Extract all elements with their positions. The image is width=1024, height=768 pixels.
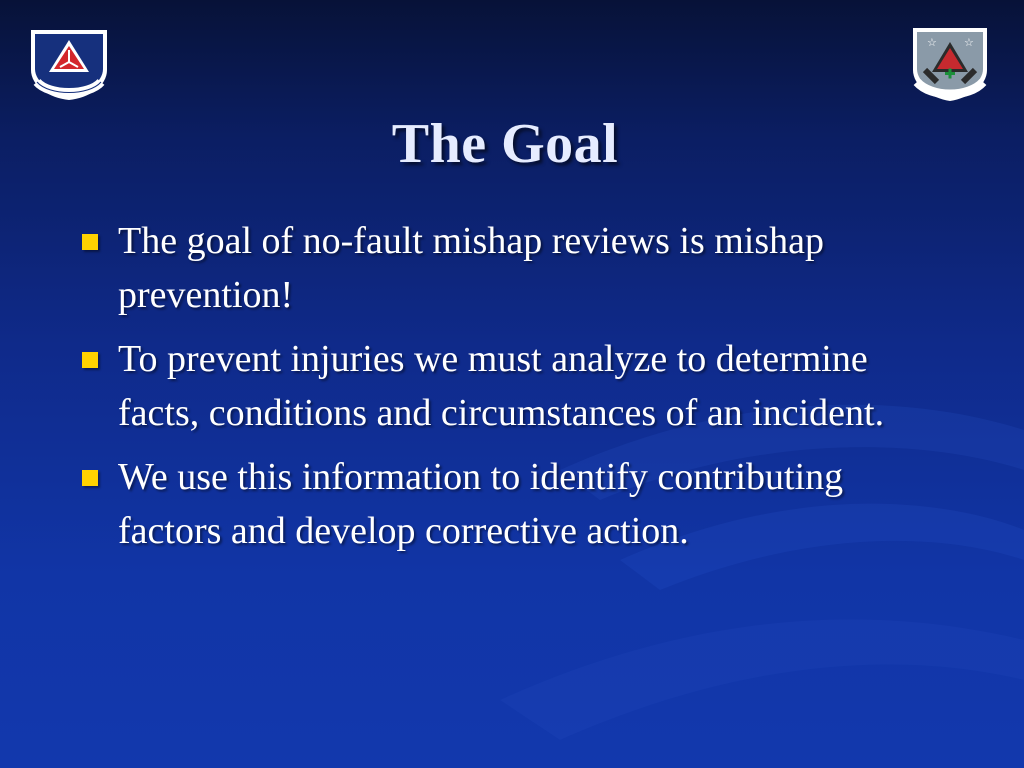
svg-text:☆: ☆ (927, 36, 937, 49)
bullet-item (78, 450, 918, 558)
civil-air-patrol-emblem-icon (27, 26, 111, 102)
square-bullet-icon (82, 352, 98, 368)
bullet-text: To prevent injuries we must analyze to determine facts, conditions and circumstances of an incident. (118, 338, 885, 434)
bullet-item (78, 214, 918, 322)
bullet-item (78, 332, 918, 440)
bullet-list (78, 214, 918, 568)
civil-air-patrol-safety-emblem-icon (907, 24, 993, 104)
bullet-text: We use this information to identify contributing factors and develop corrective action. (118, 456, 844, 552)
square-bullet-icon (82, 470, 98, 486)
square-bullet-icon (82, 234, 98, 250)
svg-text:☆: ☆ (964, 36, 974, 49)
bullet-text: The goal of no-fault mishap reviews is mishap prevention! (118, 220, 825, 316)
slide-title: The Goal (391, 112, 619, 175)
